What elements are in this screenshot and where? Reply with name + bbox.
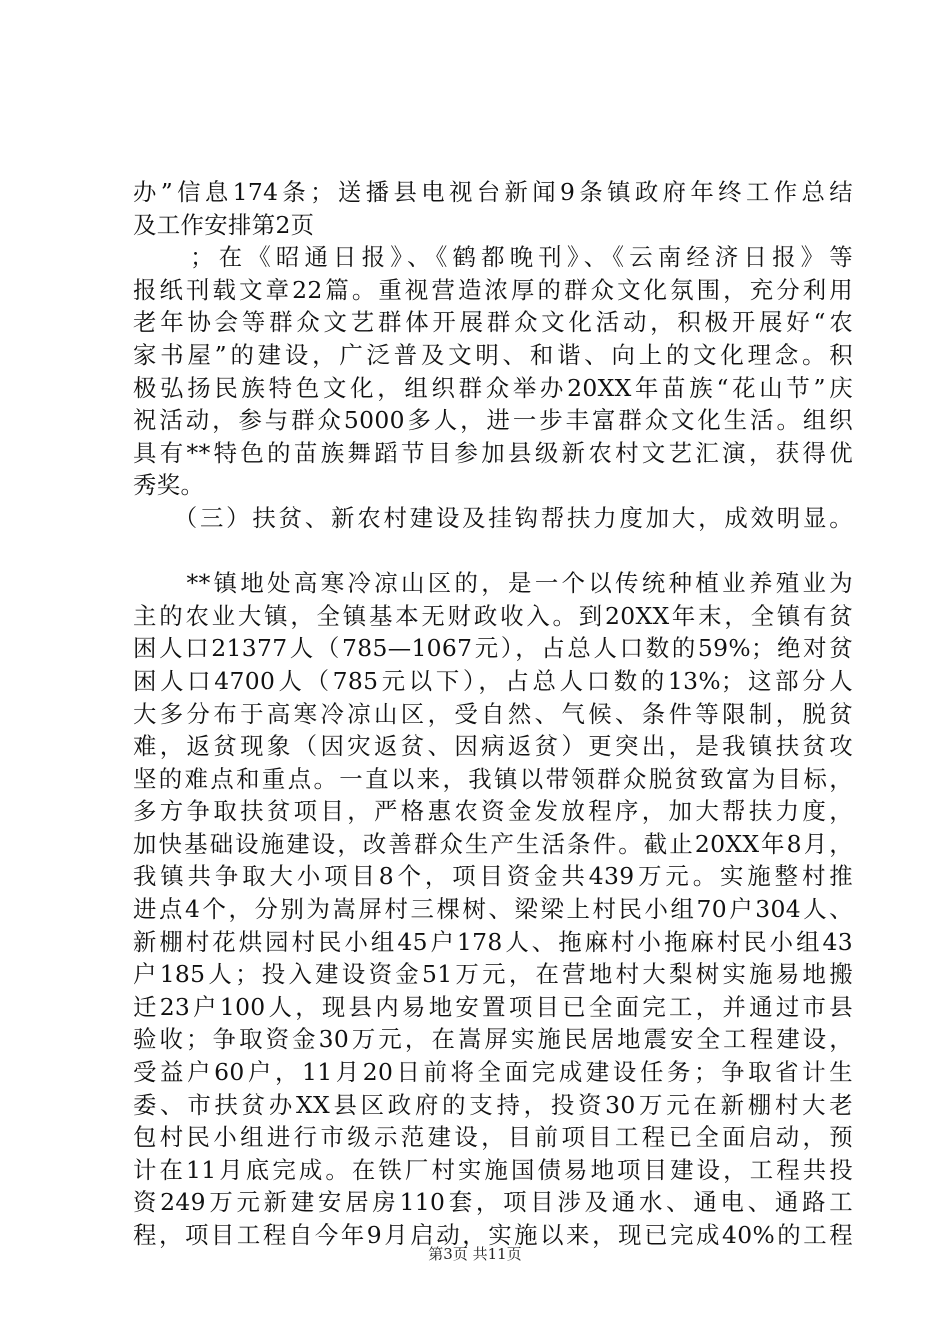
text-line: 报纸刊载文章22篇。重视营造浓厚的群众文化氛围，充分利用 bbox=[133, 275, 853, 304]
text-line: 困人口21377人（785—1067元），占总人口数的59%；绝对贫 bbox=[133, 634, 853, 663]
text-line: 祝活动，参与群众5000多人，进一步丰富群众文化生活。组织 bbox=[133, 406, 853, 435]
text-line: 验收；争取资金30万元，在嵩屏实施民居地震安全工程建设， bbox=[133, 1025, 853, 1054]
text-line: 新棚村花烘园村民小组45户178人、拖麻村小拖麻村民小组43 bbox=[133, 927, 853, 956]
text-line: 困人口4700人（785元以下），占总人口数的13%；这部分人 bbox=[133, 666, 853, 695]
text-line: 秀奖。 bbox=[133, 471, 205, 500]
text-line: 具有**特色的苗族舞蹈节目参加县级新农村文艺汇演，获得优 bbox=[133, 438, 853, 467]
text-line: 户185人；投入建设资金51万元，在营地村大梨树实施易地搬 bbox=[133, 960, 853, 989]
text-line: ；在《昭通日报》、《鹤都晚刊》、《云南经济日报》等 bbox=[133, 243, 853, 272]
text-line: 老年协会等群众文艺群体开展群众文化活动，积极开展好“农 bbox=[133, 308, 853, 337]
text-line: 主的农业大镇，全镇基本无财政收入。到20XX年末，全镇有贫 bbox=[133, 601, 853, 630]
text-line bbox=[133, 535, 853, 568]
text-line: 及工作安排第2页 bbox=[133, 210, 315, 239]
text-line: **镇地处高寒冷凉山区的，是一个以传统种植业养殖业为 bbox=[133, 569, 853, 598]
text-line: 迁23户100人，现县内易地安置项目已全面完工，并通过市县 bbox=[133, 992, 853, 1021]
text-line: 程，项目工程自今年9月启动，实施以来，现已完成40%的工程 bbox=[133, 1221, 853, 1249]
page-footer: 第3页 共11页 bbox=[428, 1245, 522, 1263]
text-line: 家书屋”的建设，广泛普及文明、和谐、向上的文化理念。积 bbox=[133, 340, 853, 369]
text-line: 坚的难点和重点。一直以来，我镇以带领群众脱贫致富为目标， bbox=[133, 764, 853, 793]
text-line: 难，返贫现象（因灾返贫、因病返贫）更突出，是我镇扶贫攻 bbox=[133, 732, 853, 761]
text-line: 我镇共争取大小项目8个，项目资金共439万元。实施整村推 bbox=[133, 862, 853, 891]
text-line: 资249万元新建安居房110套，项目涉及通水、通电、通路工 bbox=[133, 1188, 853, 1217]
text-line: 进点4个，分别为嵩屏村三棵树、梁梁上村民小组70户304人、 bbox=[133, 895, 853, 924]
text-line: （三）扶贫、新农村建设及挂钩帮扶力度加大，成效明显。 bbox=[133, 503, 853, 532]
text-line: 受益户60户，11月20日前将全面完成建设任务；争取省计生 bbox=[133, 1058, 853, 1087]
text-line: 多方争取扶贫项目，严格惠农资金发放程序，加大帮扶力度， bbox=[133, 797, 853, 826]
text-line: 计在11月底完成。在铁厂村实施国债易地项目建设，工程共投 bbox=[133, 1155, 853, 1184]
text-line: 办”信息174条；送播县电视台新闻9条镇政府年终工作总结 bbox=[133, 178, 853, 206]
text-line: 包村民小组进行市级示范建设，目前项目工程已全面启动，预 bbox=[133, 1123, 853, 1152]
body-text bbox=[133, 176, 853, 1252]
text-line: 大多分布于高寒冷凉山区，受自然、气候、条件等限制，脱贫 bbox=[133, 699, 853, 728]
text-line: 极弘扬民族特色文化，组织群众举办20XX年苗族“花山节”庆 bbox=[133, 373, 853, 402]
text-line: 加快基础设施建设，改善群众生产生活条件。截止20XX年8月， bbox=[133, 829, 853, 858]
text-line: 委、市扶贫办XX县区政府的支持，投资30万元在新棚村大老 bbox=[133, 1090, 853, 1119]
